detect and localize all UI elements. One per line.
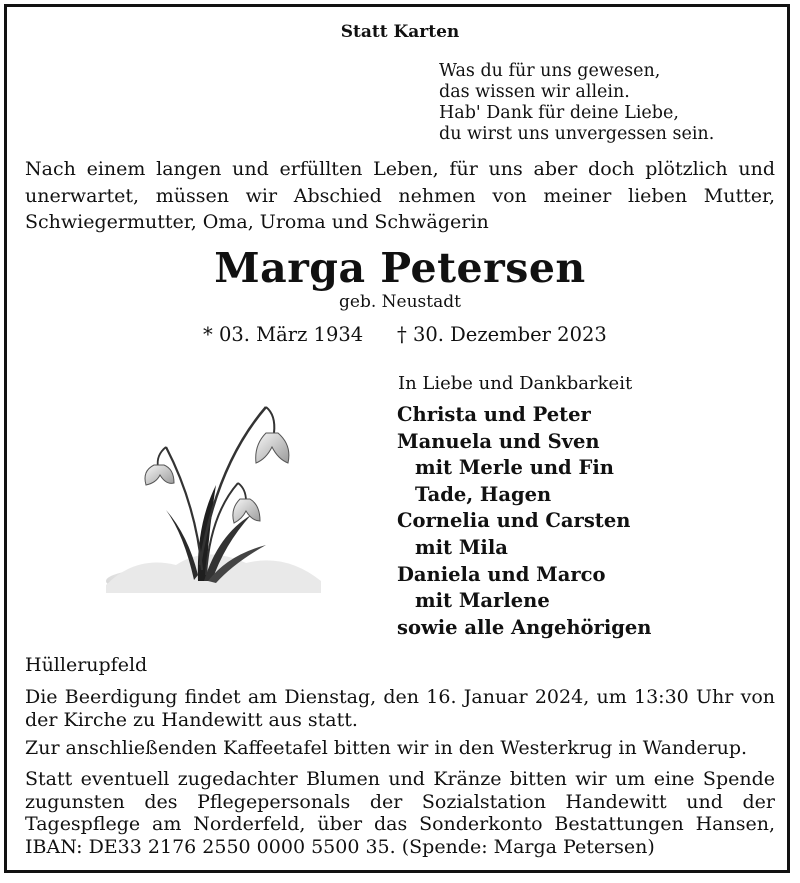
family-member: sowie alle Angehörigen [397,615,652,639]
place-name: Hüllerupfeld [25,654,148,676]
funeral-info: Die Beerdigung findet am Dienstag, den 16. Januar 2024, um 13:30 Uhr von der Kirche zu Handewitt aus statt. [25,686,775,731]
poem-line: du wirst uns unvergessen sein. [439,124,715,144]
intro-text: Nach einem langen und erfüllten Leben, für uns aber doch plötzlich und unerwartet, müssen wir Abschied nehmen von meiner lieben Mutter, Schwiegermutter, Oma, Uroma und Schwägerin [25,158,775,233]
coffee-info: Zur anschließenden Kaffeetafel bitten wir in den Westerkrug in Wanderup. [25,737,748,759]
family-member: Daniela und Marco [397,562,606,586]
family-member: Cornelia und Carsten [397,509,631,533]
poem-line: Hab' Dank für deine Liebe, [439,103,679,123]
header-statt-karten: Statt Karten [340,22,460,42]
family-list [397,402,651,641]
family-member: mit Merle und Fin [415,456,614,480]
donation-info: Statt eventuell zugedachter Blumen und Kränze bitten wir um eine Spende zugunsten des Pflegepersonals der Sozialstation Handewitt und der Tagespflege am Norderfeld, über das Sonderkonto Bestattungen Hansen, IBAN: DE33 2176 2550 0000 5500 35. (Spende: Marga Petersen) [25,768,775,858]
family-member: Manuela und Sven [397,429,600,453]
poem [439,61,714,145]
birth-date: * 03. März 1934 [203,323,364,346]
family-member: mit Marlene [415,589,550,613]
maiden-name: geb. Neustadt [339,292,461,312]
poem-line: das wissen wir allein. [439,82,630,102]
snowdrop-flower-icon [106,385,326,593]
family-member: Christa und Peter [397,403,591,426]
family-member: mit Mila [415,535,508,559]
deceased-name: Marga Petersen [214,244,586,292]
poem-line: Was du für uns gewesen, [439,61,661,81]
death-date: † 30. Dezember 2023 [397,323,607,346]
thanks-line: In Liebe und Dankbarkeit [398,373,633,394]
family-member: Tade, Hagen [415,482,552,506]
